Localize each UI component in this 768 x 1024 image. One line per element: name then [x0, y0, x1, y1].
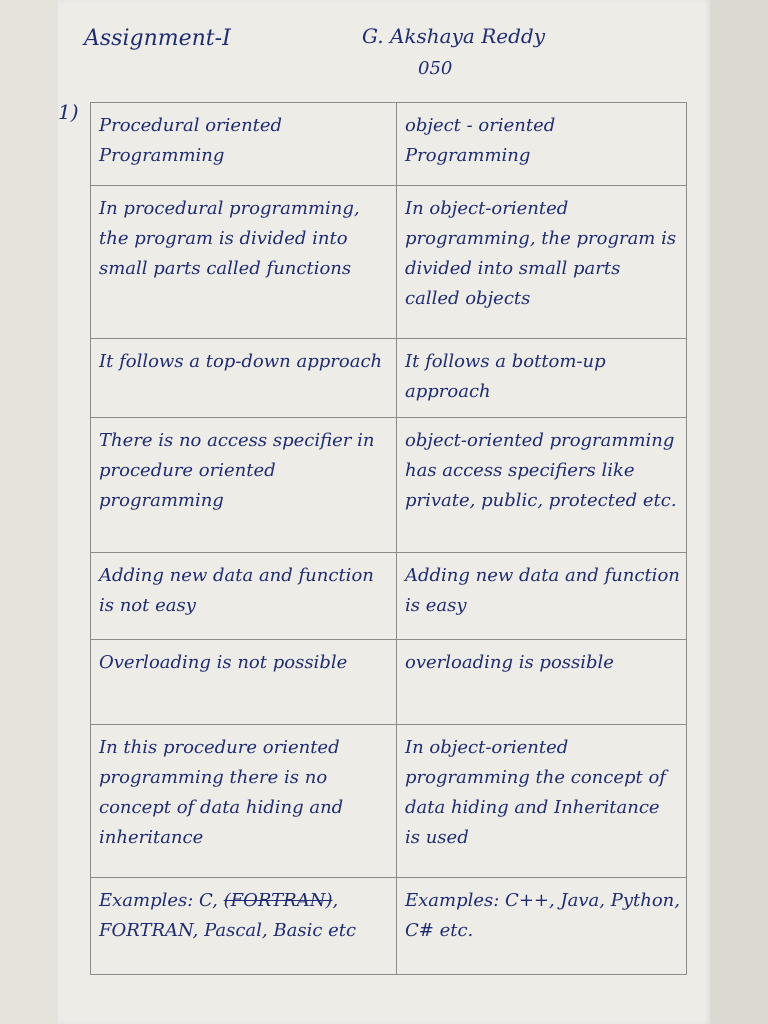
cell-object-oriented: It follows a bottom-up approach: [397, 339, 687, 418]
header-procedural: Procedural oriented Programming: [91, 103, 397, 186]
student-name: G. Akshaya Reddy: [362, 24, 545, 48]
table-header-row: [91, 103, 687, 186]
cell-procedural: In this procedure oriented programming there is no concept of data hiding and inheritance: [91, 725, 397, 878]
table-row: [91, 553, 687, 640]
cell-object-oriented: In object-oriented programming the concept of data hiding and Inheritance is used: [397, 725, 687, 878]
cell-object-oriented: object-oriented programming has access specifiers like private, public, protected etc.: [397, 418, 687, 553]
table-row: [91, 418, 687, 553]
comparison-table: [90, 102, 687, 975]
table-row: [91, 725, 687, 878]
table-row: [91, 640, 687, 725]
table-row: [91, 186, 687, 339]
cell-object-oriented: Adding new data and function is easy: [397, 553, 687, 640]
cell-procedural: There is no access specifier in procedure oriented programming: [91, 418, 397, 553]
cell-object-oriented: In object-oriented programming, the program is divided into small parts called objects: [397, 186, 687, 339]
cell-procedural: In procedural programming, the program is divided into small parts called functions: [91, 186, 397, 339]
assignment-title: Assignment-I: [84, 26, 231, 51]
table-row: [91, 339, 687, 418]
cell-procedural: It follows a top-down approach: [91, 339, 397, 418]
cell-object-oriented-examples: Examples: C++, Java, Python, C# etc.: [397, 878, 687, 975]
page-edge: [710, 0, 768, 1024]
examples-rest: , FORTRAN, Pascal, Basic etc: [99, 890, 357, 941]
header-object-oriented: object - oriented Programming: [397, 103, 687, 186]
cell-procedural-examples: [91, 878, 397, 975]
cell-procedural: Adding new data and function is not easy: [91, 553, 397, 640]
cell-object-oriented: overloading is possible: [397, 640, 687, 725]
roll-number: 050: [418, 58, 453, 79]
question-number: 1): [58, 100, 79, 124]
examples-row: [91, 878, 687, 975]
struck-text: (FORTRAN): [223, 890, 333, 911]
examples-prefix: Examples: C,: [99, 890, 218, 911]
cell-procedural: Overloading is not possible: [91, 640, 397, 725]
